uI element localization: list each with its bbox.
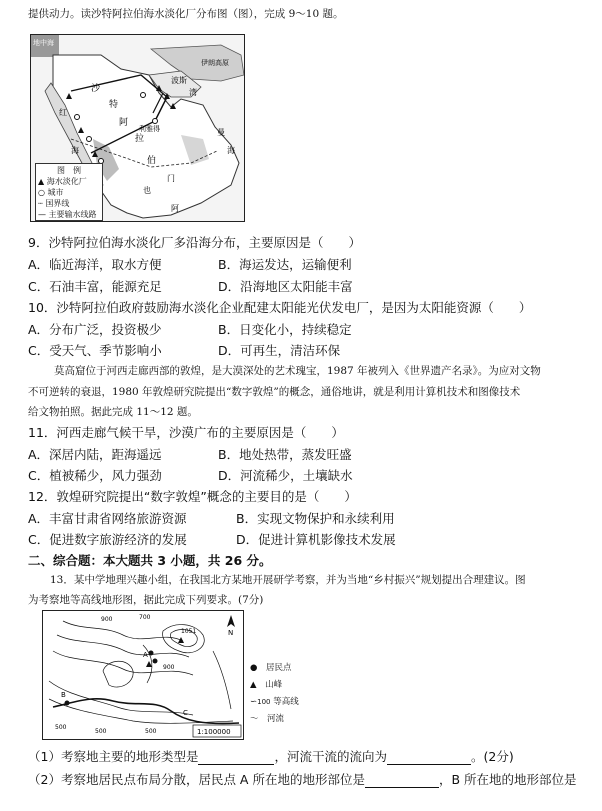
border-line-icon: ┄ [38,199,43,208]
river-line-icon: 〜 [250,714,259,724]
q13-1-pre: （1）考察地主要的地形类型是 [28,749,199,764]
point-a: A [143,651,148,659]
q9-stem: 9．沙特阿拉伯海水淡化厂多沿海分布，主要原因是（ ） [28,235,361,250]
q13-intro-line-1: 13．某中学地理兴趣小组，在我国北方某地开展研学考察，并为当地“乡村振兴”规划提出合理建议。图 [50,574,526,586]
map1-legend [35,163,103,221]
label-riyadh: 利雅得 [139,125,160,133]
plant-icon: ▲ [38,177,45,186]
legend-city: 城市 [47,188,64,197]
point-b: B [61,691,66,699]
q12-stem: 12．敦煌研究院提出“数字敦煌”概念的主要目的是（ ） [28,489,357,504]
intro-mid-line-2: 不可逆转的衰退，1980 年敦煌研究院提出“数字敦煌”的概念，通俗地讲，就是利用计算机技术和图像技术 [28,386,521,398]
label-la: 拉 [135,134,145,144]
intro-top: 提供动力。读沙特阿拉伯海水淡化厂分布图（图），完成 9～10 题。 [28,8,344,20]
label-hai: 海 [71,146,79,155]
q9-option-a: A．临近海洋，取水方便 [28,257,162,272]
peak-icon: ▲ [250,680,257,690]
q10-option-b: B．日变化小，持续稳定 [218,322,352,337]
label-a2: 阿 [171,204,179,213]
q11-option-d: D．河流稀少，土壤缺水 [218,468,353,483]
q12-option-b: B．实现文物保护和永续利用 [236,511,395,526]
q10-option-d: D．可再生，清洁环保 [218,343,341,358]
contour-legend [250,660,330,728]
point-c: C [183,709,188,717]
q10-stem: 10．沙特阿拉伯政府鼓励海水淡化企业配建太阳能光伏发电厂，是因为太阳能资源（ ） [28,300,532,315]
legend-contour-value: 100 [257,698,271,706]
q13-2-blank-a[interactable] [365,772,439,788]
intro-mid-line-1: 莫高窟位于河西走廊西部的敦煌，是大漠深处的艺术瑰宝，1987 年被列入《世界遗产名录》。为应对文物 [54,365,541,377]
legend-settlement: 居民点 [265,663,292,673]
q13-part-2 [28,770,577,788]
label-man: 曼 [217,128,225,137]
settlement-icon: ● [250,663,258,673]
contour-500-c: 500 [145,728,157,735]
intro-mid-line-3: 给文物拍照。据此完成 11～12 题。 [28,406,198,418]
north-label: N [228,629,234,637]
label-mediterranean: 地中海 [33,39,54,47]
q12-option-c: C．促进数字旅游经济的发展 [28,532,187,547]
q13-intro-line-2: 为考察地等高线地形图，据此完成下列要求。(7分) [28,594,264,606]
q13-part-1 [28,747,514,765]
peak-1051: 1051 [181,628,197,635]
q10-option-c: C．受天气、季节影响小 [28,343,162,358]
label-ye: 也 [143,186,151,195]
contour-500-a: 500 [55,724,67,731]
legend-pipeline: 主要输水线路 [48,210,97,219]
label-iran-plateau: 伊朗高原 [201,59,229,67]
q11-option-c: C．植被稀少，风力强劲 [28,468,162,483]
saudi-map [30,34,245,222]
label-bo: 伯 [147,156,157,166]
q11-stem: 11．河西走廊气候干旱，沙漠广布的主要原因是（ ） [28,425,344,440]
contour-map-graphic [43,611,243,739]
contour-map [42,610,244,740]
q9-option-b: B．海运发达，运输便利 [218,257,352,272]
label-te: 特 [109,100,119,110]
contour-line-icon: ∽ [250,697,258,707]
q9-option-d: D．沿海地区太阳能丰富 [218,279,353,294]
q13-1-post: 。(2分) [470,749,514,764]
legend-border: 国界线 [45,199,70,208]
contour-500-b: 500 [95,728,107,735]
legend-peak: 山峰 [265,680,283,690]
q13-1-mid: ，河流干流的流向为 [274,749,387,764]
contour-900-b: 900 [163,664,175,671]
section-2-heading: 二、综合题：本大题共 3 小题，共 26 分。 [28,553,272,568]
city-icon: ○ [38,188,45,197]
contour-700: 700 [139,614,151,621]
label-men: 门 [167,174,175,183]
contour-900-a: 900 [101,616,113,623]
label-hong: 红 [59,108,67,117]
q13-2-pre: （2）考察地居民点布局分散，居民点 A 所在地的地形部位是 [28,772,365,787]
q11-option-b: B．地处热带，蒸发旺盛 [218,447,352,462]
label-wan: 湾 [189,88,197,97]
scale-label: 1:100000 [197,728,231,736]
label-a: 阿 [119,118,129,128]
label-ahai: 海 [227,146,235,155]
legend-river: 河流 [267,714,285,724]
q12-option-a: A．丰富甘肃省网络旅游资源 [28,511,187,526]
q13-1-blank-flow[interactable] [387,749,471,765]
q12-option-d: D．促进计算机影像技术发展 [236,532,396,547]
q13-2-post: ，B 所在地的地形部位是 [438,772,577,787]
legend-title: 图 例 [57,166,81,175]
pipeline-icon: — [38,210,46,219]
label-bosi: 波斯 [171,76,187,85]
legend-contour: 等高线 [273,697,299,707]
legend-plant: 海水淡化厂 [46,177,87,186]
q11-option-a: A．深居内陆，距海遥远 [28,447,162,462]
label-sha: 沙 [91,84,101,94]
q9-option-c: C．石油丰富，能源充足 [28,279,162,294]
q13-1-blank-terrain[interactable] [198,749,274,765]
q10-option-a: A．分布广泛，投资极少 [28,322,162,337]
